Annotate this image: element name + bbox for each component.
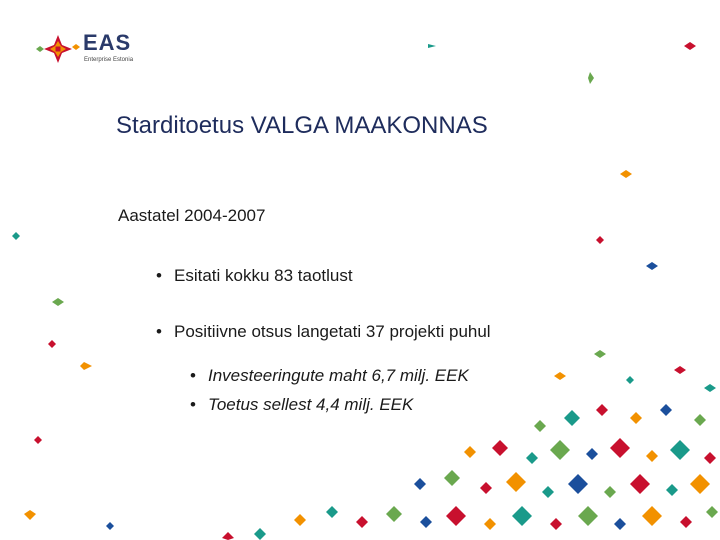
sub-bullet-item — [190, 395, 413, 415]
logo-wordmark: EAS — [83, 30, 132, 55]
sub-bullet-item — [190, 366, 469, 386]
bullet-dot: • — [190, 395, 196, 414]
bullet-dot: • — [190, 366, 196, 385]
logo-subtitle: Enterprise Estonia — [84, 57, 134, 63]
bullet-item — [156, 266, 353, 286]
sub-bullet-text: Investeeringute maht 6,7 milj. EEK — [208, 366, 469, 385]
bullet-text: Esitati kokku 83 taotlust — [174, 266, 353, 285]
bullet-dot: • — [156, 322, 162, 341]
eas-logo — [36, 30, 146, 68]
ornament-star-icon — [36, 32, 80, 66]
sub-bullet-text: Toetus sellest 4,4 milj. EEK — [208, 395, 414, 414]
bullet-dot: • — [156, 266, 162, 285]
lead-text: Aastatel 2004-2007 — [118, 206, 266, 225]
bullet-text: Positiivne otsus langetati 37 projekti puhul — [174, 322, 491, 341]
bullet-item — [156, 322, 491, 342]
slide-title: Starditoetus VALGA MAAKONNAS — [116, 112, 488, 139]
